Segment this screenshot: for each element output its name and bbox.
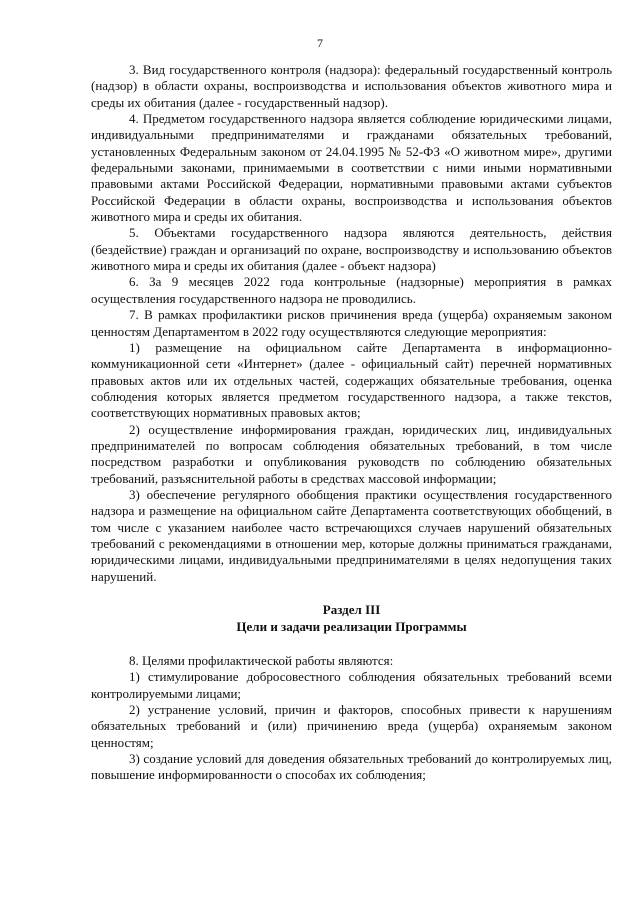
list-item-7-2: 2) осуществление информирования граждан, юридических лиц, индивидуальных предпринимателей по вопросам соблюдения обязательных требований, в том числе посредством разработки и опубликования руководств по соблюдению обязательных требований, разъяснительной работы в средствах массовой информации; bbox=[91, 421, 612, 486]
section-number: Раздел III bbox=[322, 602, 381, 617]
list-item-8-2: 2) устранение условий, причин и факторов, способных привести к нарушениям обязательных требований и (или) причинению вреда (ущерба) охраняемым законом ценностям; bbox=[91, 702, 612, 750]
paragraph-7: 7. В рамках профилактики рисков причинения вреда (ущерба) охраняемым законом ценностям Департаментом в 2022 году осуществляются следующие мероприятия: bbox=[91, 307, 612, 339]
paragraph-4: 4. Предметом государственного надзора является соблюдение юридическими лицами, индивидуальными предпринимателями и гражданами обязательных требований, установленных Федеральным законом от 24.04.1995 № 52-ФЗ «О животном мире», другими федеральными законами, принимаемыми в соответствии с ними иными нормативными правовыми актами Российской Федерации, нормативными правовыми актами субъектов Российской Федерации в области охраны, воспроизводства и использования объектов животного мира и среды их обитания. bbox=[91, 111, 612, 225]
paragraph-6: 6. За 9 месяцев 2022 года контрольные (надзорные) мероприятия в рамках осуществления государственного надзора не проводились. bbox=[91, 274, 612, 306]
section-title: Цели и задачи реализации Программы bbox=[236, 619, 467, 634]
list-item-8-3: 3) создание условий для доведения обязательных требований до контролируемых лиц, повышение информированности о способах их соблюдения; bbox=[91, 751, 612, 783]
section-heading bbox=[91, 601, 612, 635]
document-body bbox=[91, 62, 612, 784]
list-item-7-3: 3) обеспечение регулярного обобщения практики осуществления государственного надзора и размещение на официальном сайте Департамента соответствующих обобщений, в том числе с указанием наиболее часто встречающихся случаев нарушений обязательных требований с рекомендациями в отношении мер, которые должны приниматься гражданами, юридическими лицами, индивидуальными предпринимателями в целях недопущения таких нарушений. bbox=[91, 486, 612, 584]
list-item-8-1: 1) стимулирование добросовестного соблюдения обязательных требований всеми контролируемыми лицами; bbox=[91, 669, 612, 701]
page-number: 7 bbox=[317, 36, 323, 50]
paragraph-3: 3. Вид государственного контроля (надзора): федеральный государственный контроль (надзор) в области охраны, воспроизводства и использования объектов животного мира и среды их обитания (далее - государственный надзор). bbox=[91, 62, 612, 110]
paragraph-8: 8. Целями профилактической работы являются: bbox=[129, 653, 394, 668]
paragraph-5: 5. Объектами государственного надзора являются деятельность, действия (бездействие) граждан и организаций по охране, воспроизводству и использованию объектов животного мира и среды их обитания (далее - объект надзора) bbox=[91, 225, 612, 274]
list-item-7-1: 1) размещение на официальном сайте Департамента в информационно-коммуникационной сети «Интернет» (далее - официальный сайт) перечней нормативных правовых актов или их отдельных частей, содержащих обязательные требования, оценка соблюдения которых является предметом государственного надзора, а также текстов, соответствующих нормативных правовых актов; bbox=[91, 339, 612, 421]
